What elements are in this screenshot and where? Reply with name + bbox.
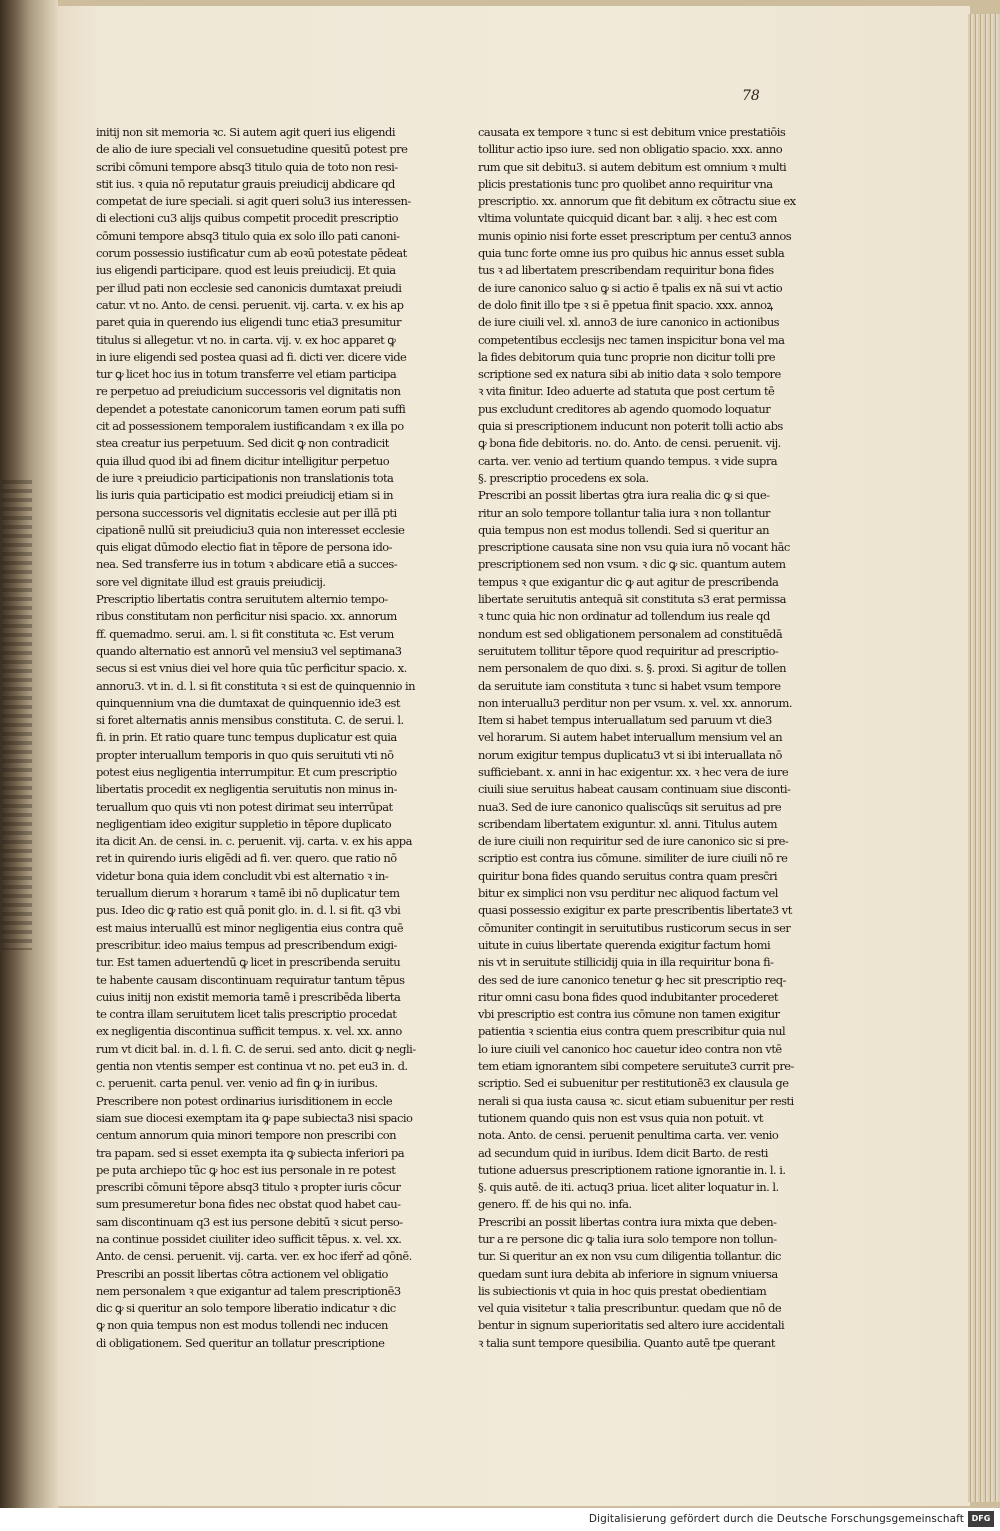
text-line: vel horarum. Si autem habet interuallum mensium vel an [478, 730, 783, 745]
text-line: nua3. Sed de iure canonico qualiscūqs sit seruitus ad pre [478, 799, 782, 814]
text-line: prescribitur. ideo maius tempus ad prescribendum exigi- [96, 937, 397, 952]
text-line: fi. in prin. Et ratio quare tunc tempus duplicatur est quia [96, 730, 397, 745]
text-line: cuius initij non existit memoria tamē i prescribēda liberta [96, 989, 401, 1004]
text-line: nerali si qua iusta causa ꝛc. sicut etiam subuenitur per resti [478, 1093, 794, 1108]
text-line: tur. Si queritur an ex non vsu cum diligentia tollantur. dic [478, 1249, 781, 1264]
text-line: si foret alternatis annis mensibus constituta. C. de serui. l. [96, 713, 404, 728]
text-line: videtur bona quia idem concludit vbi est alternatio ꝛ in- [96, 868, 389, 883]
text-line: nea. Sed transferre ius in totum ꝛ abdicare etiā a succes- [96, 557, 398, 572]
text-line: pe puta archiepo tūc ꝙ hoc est ius personale in re potest [96, 1162, 396, 1177]
text-line: nondum est sed obligationem personalem ad constituēdā [478, 626, 783, 641]
text-line: Prescribi an possit libertas cōtra actionem vel obligatio [96, 1266, 388, 1281]
text-line: vel quia visitetur ꝛ talia prescribuntur. quedam que nō de [478, 1301, 782, 1316]
text-line: titulus si allegetur. vt no. in carta. vij. v. ex hoc apparet ꝙ [96, 332, 396, 347]
text-line: quia tunc forte omne ius pro quibus hic annus esset subla [478, 246, 785, 261]
text-line: dic ꝙ si queritur an solo tempore liberatio indicatur ꝛ dic [96, 1301, 396, 1316]
text-line: lis subiectionis vt quia in hoc quis prestat obedientiam [478, 1283, 767, 1298]
text-line: di electioni cu3 alijs quibus competit procedit prescriptio [96, 211, 398, 226]
text-line: tur. Est tamen aduertendū ꝙ licet in prescribenda seruitu [96, 955, 401, 970]
text-line: cōmuniter contingit in seruitutibus rusticorum secus in ser [478, 920, 791, 935]
text-line: tem etiam ignorantem sibi competere seruitute3 currit pre- [478, 1059, 794, 1074]
text-line: na continue possidet ciuiliter ideo sufficit tēpus. x. vel. xx. [96, 1232, 402, 1246]
text-line: de iure ciuili vel. xl. anno3 de iure canonico in actionibus [478, 315, 780, 330]
text-line: ritur an solo tempore tollantur talia iura ꝛ non tollantur [478, 505, 771, 520]
text-line: tutionem quando quis non est vsus quia non potuit. vt [478, 1110, 763, 1125]
text-line: ꝛ tunc quia hic non ordinatur ad tollendum ius reale qd [478, 609, 770, 624]
text-line: stit ius. ꝛ quia nō reputatur grauis preiudicij abdicare qd [96, 176, 395, 191]
text-line: Prescribi an possit libertas ꝯtra iura realia dic ꝙ si que- [478, 488, 770, 503]
adjacent-page-edge [0, 0, 58, 1510]
text-line: des sed de iure canonico tenetur ꝙ hec sit prescriptio req- [478, 972, 786, 987]
text-line: potest eius negligentia interrumpitur. Et cum prescriptio [96, 764, 397, 779]
text-line: sore vel dignitate illud est grauis preiudicij. [96, 574, 326, 589]
text-line: gentia non vtentis semper est continua vt no. pet eu3 in. d. [96, 1059, 408, 1074]
text-line: corum possessio iustificatur cum ab eoꝛū potestate pēdeat [96, 246, 407, 261]
text-line: initij non sit memoria ꝛc. Si autem agit queri ius eligendi [96, 125, 395, 139]
text-line: stea creatur ius perpetuum. Sed dicit ꝙ non contradicit [96, 436, 389, 451]
text-line: ita dicit An. de censi. in. c. peruenit. vij. carta. v. ex his appa [96, 834, 412, 849]
text-line: lis iuris quia participatio est modici preiudicij etiam si in [96, 488, 393, 503]
text-line: secus si est vnius diei vel hore quia tūc perficitur spacio. x. [96, 661, 407, 676]
text-line: ꝙ non quia tempus non est modus tollendi nec inducen [96, 1318, 388, 1333]
text-line: prescriptio. xx. annorum que fit debitum ex cōtractu siue ex [478, 194, 796, 209]
text-line: per illud pati non ecclesie sed canonicis dumtaxat preiudi [96, 280, 402, 295]
text-line: bitur ex simplici non vsu perditur nec aliquod factum vel [478, 886, 778, 901]
text-line: quasi possessio exigitur ex parte prescribentis libertate3 vt [478, 903, 792, 918]
text-line: propter interuallum temporis in quo quis seruituti vti nō [96, 747, 394, 762]
text-line: libertatis procedit ex negligentia seruitutis non minus in- [96, 782, 398, 797]
text-line: ꝙ bona fide debitoris. no. do. Anto. de censi. peruenit. vij. [478, 436, 781, 451]
text-line: persona successoris vel dignitatis ecclesie aut per illā pti [96, 505, 397, 520]
text-line: tutione aduersus prescriptionem ratione ignorantie in. l. i. [478, 1162, 786, 1177]
text-line: ꝛ talia sunt tempore quesibilia. Quanto autē tpe querant [478, 1335, 775, 1350]
text-line: de iure ciuili non requiritur sed de iure canonico sic si pre- [478, 834, 789, 849]
text-line: est maius interuallū est minor negligentia eius contra quē [96, 920, 403, 935]
text-line: te contra illam seruitutem licet talis prescriptio procedat [96, 1007, 397, 1022]
text-line: ret in quirendo iuris eligēdi ad fi. ver. quero. que ratio nō [96, 851, 397, 866]
text-line: ribus constitutam non perficitur nisi spacio. xx. annorum [96, 609, 397, 624]
text-line: quia illud quod ibi ad finem dicitur intelligitur perpetuo [96, 453, 390, 468]
text-line: quinquennium vna die dumtaxat de quinquennio ide3 est [96, 695, 400, 710]
text-line: te habente causam discontinuam requiratur tantum tēpus [96, 972, 405, 987]
text-line: ritur omni casu bona fides quod indubitanter procederet [478, 989, 778, 1004]
text-line: genero. ff. de his qui no. infa. [478, 1197, 632, 1212]
text-line: non interuallu3 perditur non per vsum. x. vel. xx. annorum. [478, 695, 792, 710]
text-line: c. peruenit. carta penul. ver. venio ad fin ꝙ in iuribus. [96, 1076, 378, 1091]
text-line: competat de iure speciali. si agit queri solu3 ius interessen- [96, 194, 411, 209]
text-line: scriptio est contra ius cōmune. similiter de iure ciuili nō re [478, 851, 788, 866]
text-line: de alio de iure speciali vel consuetudine quesitū potest pre [96, 142, 408, 157]
text-line: tur ꝙ licet hoc ius in totum transferre vel etiam participa [96, 367, 397, 382]
text-line: ff. quemadmo. serui. am. l. si fit constituta ꝛc. Est verum [96, 626, 394, 641]
text-line: uitute in cuius libertate querenda exigitur factum homi [478, 937, 771, 952]
text-line: scribendam libertatem exiguntur. xl. anni. Titulus autem [478, 816, 778, 831]
text-line: nem personalem de quo dixi. s. §. proxi. Si agitur de tollen [478, 661, 787, 676]
text-line: sam discontinuam q3 est ius persone debitū ꝛ sicut perso- [96, 1214, 403, 1229]
text-line: prescriptionem sed non vsum. ꝛ dic ꝙ sic. quantum autem [478, 557, 786, 572]
text-line: rum que sit debitu3. si autem debitum est omnium ꝛ multi [478, 159, 787, 174]
text-line: ciuili siue seruitus habeat causam continuam siue disconti- [478, 782, 791, 797]
text-line: Anto. de censi. peruenit. vij. carta. ver. ex hoc iferř ad qōnē. [96, 1249, 412, 1264]
text-line: tempus ꝛ que exigantur dic ꝙ aut agitur de prescribenda [478, 574, 779, 589]
text-line: scriptione sed ex natura sibi ab initio data ꝛ solo tempore [478, 367, 781, 382]
text-line: sufficiebant. x. anni in hac exigentur. xx. ꝛ hec vera de iure [478, 764, 789, 779]
text-line: quiritur bona fides quando seruitus contra quam presc̄ri [478, 868, 778, 883]
text-line: de iure ꝛ preiudicio participationis non translationis tota [96, 470, 394, 485]
text-line: Item si habet tempus interuallatum sed paruum vt die3 [478, 713, 772, 728]
digitization-credit: Digitalisierung gefördert durch die Deutsche Forschungsgemeinschaft [588, 1513, 964, 1525]
text-line: in iure eligendi sed postea quasi ad fi. dicti ver. dicere vide [96, 349, 407, 364]
text-line: vbi prescriptio est contra ius cōmune non tamen exigitur [478, 1007, 780, 1022]
text-line: ad secundum quid in iuribus. Idem dicit Barto. de resti [478, 1145, 768, 1160]
text-line: prescribi cōmuni tēpore absq3 titulo ꝛ propter iuris cōcur [96, 1180, 401, 1195]
text-line: lo iure ciuili vel canonico hoc cauetur ideo contra non vtē [478, 1041, 782, 1056]
text-line: cit ad possessionem temporalem iustificandam ꝛ ex illa po [96, 419, 404, 434]
dfg-logo: DFG [968, 1511, 994, 1527]
text-line: ꝛ vita finitur. Ideo aduerte ad statuta que post certum tē [478, 384, 775, 399]
text-line: teruallum dierum ꝛ horarum ꝛ tamē ibi nō duplicatur tem [96, 886, 400, 901]
text-line: Prescriptio libertatis contra seruitutem alternio tempo- [96, 592, 388, 607]
page-number: 78 [742, 88, 760, 104]
text-line: paret quia in querendo ius eligendi tunc etia3 presumitur [96, 315, 401, 330]
text-line: quia si prescriptionem inducunt non poterit tolli actio abs [478, 419, 783, 434]
text-line: scribi cōmuni tempore absq3 titulo quia de toto non resi- [96, 159, 398, 174]
text-line: competentibus ecclesijs nec tamen inspicitur bona vel ma [478, 332, 785, 347]
text-line: carta. ver. venio ad tertium quando tempus. ꝛ vide supra [478, 453, 778, 468]
text-line: norum exigitur tempus duplicatu3 vt si ibi interuallata nō [478, 747, 782, 762]
text-line: nota. Anto. de censi. peruenit penultima carta. ver. venio [478, 1128, 779, 1143]
text-line: cipationē nullū sit preiudiciu3 quia non interesset ecclesie [96, 522, 405, 537]
text-line: tus ꝛ ad libertatem prescribendam requiritur bona fides [478, 263, 774, 278]
text-line: seruitutem tollitur tēpore quod requiritur ad prescriptio- [478, 643, 779, 658]
text-line: siam sue diocesi exemptam ita ꝙ pape subiecta3 nisi spacio [96, 1110, 413, 1125]
text-line: ius eligendi participare. quod est leuis preiudicij. Et quia [96, 263, 396, 278]
text-line: teruallum quo quis vti non potest dirimat seu interrūpat [96, 799, 393, 814]
text-line: centum annorum quia minori tempore non prescribi con [96, 1128, 397, 1143]
text-line: tollitur actio ipso iure. sed non obligatio spacio. xxx. anno [478, 142, 783, 157]
text-line: ex negligentia discontinua sufficit tempus. x. vel. xx. anno [96, 1024, 402, 1039]
text-line: quedam sunt iura debita ab inferiore in signum vniuersa [478, 1266, 778, 1281]
right-text-column [478, 124, 810, 1352]
text-line: Prescribere non potest ordinarius iurisditionem in eccle [96, 1093, 393, 1108]
left-text-column [96, 124, 432, 1352]
text-line: patientia ꝛ scientia eius contra quem prescribitur quia nul [478, 1024, 786, 1039]
text-line: §. quis autē. de iti. actuq3 priua. licet aliter loquatur in. l. [478, 1180, 779, 1195]
text-line: bentur in signum superioritatis sed altero iure accidentali [478, 1318, 785, 1333]
text-line: quis eligat dūmodo electio fiat in tēpore de persona ido- [96, 540, 393, 555]
text-line: re perpetuo ad preiudicium successoris vel dignitatis non [96, 384, 401, 399]
text-line: tra papam. sed si esset exempta ita ꝙ subiecta inferiori pa [96, 1145, 405, 1160]
text-line: Prescribi an possit libertas contra iura mixta que deben- [478, 1214, 777, 1229]
text-line: di obligationem. Sed queritur an tollatur prescriptione [96, 1335, 385, 1350]
text-line: scriptio. Sed ei subuenitur per restitutionē3 ex clausula ge [478, 1076, 789, 1091]
text-line: pus excludunt creditores ab agendo quomodo loquatur [478, 401, 771, 416]
text-line: munis opinio nisi forte esset prescriptum per centu3 annos [478, 228, 792, 243]
text-line: nis vt in seruitute stillicidij quia in illa requiritur bona fi- [478, 955, 774, 970]
text-line: cōmuni tempore absq3 titulo quia ex solo illo pati canoni- [96, 228, 400, 243]
text-line: da seruitute iam constituta ꝛ tunc si habet vsum tempore [478, 678, 781, 693]
text-line: nem personalem ꝛ que exigantur ad talem prescriptionē3 [96, 1283, 401, 1298]
text-line: de iure canonico saluo ꝙ si actio ē tpalis ex nā sui vt actio [478, 280, 783, 295]
adjacent-page-text-shadow [2, 480, 32, 950]
text-line: vltima voluntate quicquid dicant bar. ꝛ alij. ꝛ hec est com [478, 211, 777, 226]
page-block-edge [968, 14, 1000, 1502]
text-line: tur a re persone dic ꝙ talia iura solo tempore non tollun- [478, 1232, 777, 1246]
text-line: dependet a potestate canonicorum tamen eorum pati suffi [96, 401, 406, 416]
text-line: de dolo finit illo tpe ꝛ si ē ppetua finit spacio. xxx. annoꝝ [478, 297, 773, 312]
text-line: la fides debitorum quia tunc proprie non dicitur tolli pre [478, 349, 776, 364]
text-line: rum vt dicit bal. in. d. l. fi. C. de serui. sed anto. dicit ꝙ negli- [96, 1041, 416, 1056]
text-line: catur. vt no. Anto. de censi. peruenit. vij. carta. v. ex his ap [96, 297, 404, 312]
text-line: annoru3. vt in. d. l. si fit constituta ꝛ si est de quinquennio in [96, 678, 415, 693]
text-line: causata ex tempore ꝛ tunc si est debitum vnice prestatiōis [478, 125, 786, 139]
text-line: plicis prestationis tunc pro quolibet anno requiritur vna [478, 176, 773, 191]
text-line: §. prescriptio procedens ex sola. [478, 470, 649, 485]
text-line: prescriptione causata sine non vsu quia iura nō vocant hāc [478, 540, 790, 555]
text-line: sum presumeretur bona fides nec obstat quod habet cau- [96, 1197, 401, 1212]
text-line: negligentiam ideo exigitur suppletio in tēpore duplicato [96, 816, 392, 831]
text-line: quia tempus non est modus tollendi. Sed si queritur an [478, 522, 770, 537]
text-line: quando alternatio est annorū vel mensiu3 vel septimana3 [96, 643, 402, 658]
text-line: pus. Ideo dic ꝙ ratio est quā ponit glo. in. d. l. si fit. q3 vbi [96, 903, 401, 918]
text-line: libertate seruitutis antequā sit constituta s3 erat permissa [478, 592, 786, 607]
